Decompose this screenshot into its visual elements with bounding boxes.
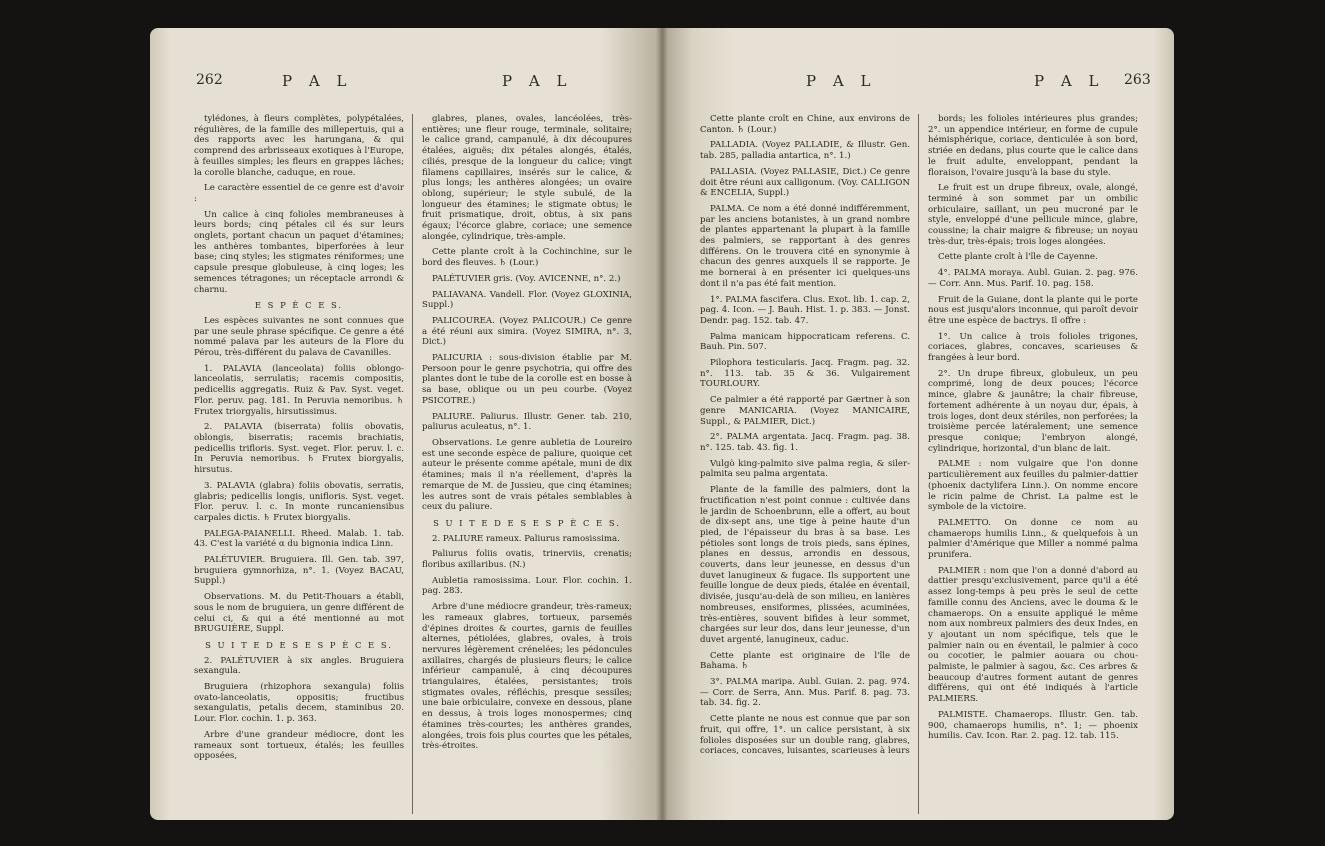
- text-paragraph: PALICOUREA. (Voyez PALICOUR.) Ce genre a été réuni aux simira. (Voyez SIMIRA, n°. 3, Dict.): [422, 315, 632, 348]
- text-paragraph: PALLADIA. (Voyez PALLADIE, & Illustr. Gen. tab. 285, palladia antartica, n°. 1.): [700, 140, 910, 162]
- text-paragraph: Cette plante croît à l'île de Cayenne.: [938, 252, 1098, 263]
- running-header: P A L: [502, 72, 573, 90]
- text-paragraph: 2. PALIURE rameux. Paliurus ramosissima.: [432, 533, 620, 544]
- book-gutter: [656, 28, 668, 820]
- text-paragraph: PALIAVANA. Vandell. Flor. (Voyez GLOXINIA, Suppl.): [422, 289, 632, 311]
- text-paragraph: Cette plante croît à la Cochinchine, sur le bord des fleuves. ♄ (Lour.): [422, 247, 632, 269]
- text-paragraph: 2°. Un drupe fibreux, globuleux, un peu comprimé, long de deux pouces; l'écorce mince, glabre & jaunâtre; la chair fibreuse, fortement adhérente à un noyau dur, épais, à trois loges, dont deux stériles, non perforées; la troisième percée latéralement; une semence presque conique; l'embryon alongé, cylindrique, horizontal, d'un blanc de lait.: [928, 368, 1138, 454]
- right-page: [662, 28, 1174, 820]
- text-column: [194, 114, 404, 767]
- text-paragraph: 1°. Un calice à trois folioles trigones, coriaces, glabres, concaves, scarieuses & frangées à leur bord.: [928, 331, 1138, 364]
- text-paragraph: Fruit de la Guiane, dont la plante qui le porte nous est jusqu'alors inconnue, qui paroît devoir être une espèce de bactrys. Il offre :: [928, 294, 1138, 326]
- running-header: P A L: [282, 72, 353, 90]
- text-paragraph: 3°. PALMA maripa. Aubl. Guian. 2. pag. 974. — Corr. de Serra, Ann. Mus. Parif. 8. pag. 73. tab. 34. fig. 2.: [700, 677, 910, 709]
- text-paragraph: tylédones, à fleurs complètes, polypétalées, régulières, de la famille des millepertuis, qui a des rapports avec les harungana, & qui comprend des arbrisseaux exotiques à l'Europe, à feuilles simples; les fleurs en grappes lâches; la corolle blanche, caduque, en roue.: [194, 114, 405, 178]
- text-paragraph: Arbre d'une grandeur médiocre, dont les rameaux sont tortueux, étalés; les feuilles opposées,: [194, 729, 404, 762]
- text-paragraph: Plante de la famille des palmiers, dont la fructification n'est point connue : cultivée dans le jardin de Schoenbrunn, elle a offert, au bout de dix-sept ans, une tige à peine haute d'un pied, de l'épaisseur du bras à sa base. Les pétioles sont longs de trois pieds, sans épines, planes en dessus, arrondis en dessous, couverts, dans leur jeunesse, en dessus d'un duvet lanugineux & fugace. Ils supportent une feuille longue de deux pieds, étalée en éventail, divisée, jusqu'au-delà de son milieu, en lanières nombreuses, ensiformes, plissées, acuminées, très-entières, souvent bifides à leur sommet, chargées sur leur dos, dans leur jeunesse, d'un duvet argenté, lanugineux, caduc.: [700, 485, 910, 645]
- column-rule: [412, 114, 413, 814]
- text-paragraph: 3. PALAVIA (glabra) foliis obovatis, serratis, glabris; pedicellis longis, unifloris. Syst. veget. Flor. peruv. l. c. In monte runcaniensibus carpales dictis. ♄ Frutex biorgyalis.: [194, 480, 404, 523]
- text-paragraph: PALMISTE. Chamaerops. Illustr. Gen. tab. 900, chamaerops humilis, n°. 1; — phoenix humilis. Cav. Icon. Rar. 2. pag. 12. tab. 115.: [928, 709, 1138, 742]
- text-column: [928, 114, 1138, 747]
- page-number: 263: [1124, 72, 1151, 88]
- text-paragraph: PALMA. Ce nom a été donné indifféremment, par les anciens botanistes, à un grand nombre de plantes appartenant la plupart à la famille des palmiers, se rapportant à des genres différens. On le trouvera cité en synonymie à chacun des genres auxquels il se rapporte. Je me bornerai à en présenter ici quelques-uns dont il n'a pas été fait mention.: [700, 203, 910, 289]
- text-paragraph: Un calice à cinq folioles membraneuses à leurs bords; cinq pétales cil és sur leurs onglets, portant chacun un paquet d'étamines; les anthères tombantes, biperforées à leur base; cinq styles; les stigmates réniformes; une capsule presque globuleuse, à cinq loges; les semences tétragones; un réceptacle arrondi & charnu.: [194, 209, 404, 295]
- text-paragraph: Bruguiera (rhizophora sexangula) foliis ovato-lanceolatis, oppositis; fructibus sexangulatis, petalis decem, staminibus 20. Lour. Flor. cochin. 1. p. 363.: [194, 682, 404, 725]
- text-paragraph: Observations. Le genre aubletia de Loureiro est une seconde espèce de paliure, quoique cet auteur le présente comme apétale, muni de dix étamines; mais il n'a réellement, d'après la remarque de M. de Jussieu, que cinq étamines; les autres sont de vrais pétales semblables à ceux du paliure.: [422, 437, 632, 513]
- text-column: [422, 114, 632, 757]
- text-paragraph: Pilophora testicularis. Jacq. Fragm. pag. 32. n°. 113. tab. 35 & 36. Vulgairement TOURLOURY.: [700, 358, 910, 390]
- text-paragraph: PALIURE. Paliurus. Illustr. Gener. tab. 210, paliurus aculeatus, n°. 1.: [422, 411, 632, 433]
- text-paragraph: Palma manicam hippocraticam referens. C. Bauh. Pin. 507.: [700, 331, 910, 353]
- text-paragraph: PALMETTO. On donne ce nom au chamaerops humilis Linn., & quelquefois à un palmier d'Amérique que Miller a nommé palma prunifera.: [928, 517, 1138, 561]
- text-paragraph: S U I T E D E S E S P È C E S.: [433, 517, 621, 528]
- text-paragraph: 1. PALAVIA (lanceolata) foliis oblongo-lanceolatis, serrulatis; racemis compositis, pedicellis aggregatis. Ruiz & Pav. Syst. veget. Flor. peruv. pag. 181. In Peruvia nemoribus. ♄ Frutex triorgyalis, hirsutissimus.: [194, 363, 404, 417]
- text-paragraph: bords; les folioles intérieures plus grandes; 2°. un appendice intérieur, en forme de cupule hémisphérique, coriace, denticulée à son bord, striée en dedans, plus courte que le calice dans le fruit adulte, enveloppant, pendant la floraison, l'ovaire jusqu'à la base du style.: [928, 114, 1138, 178]
- text-paragraph: 1°. PALMA fascifera. Clus. Exot. lib. 1. cap. 2, pag. 4. Icon. — J. Bauh. Hist. 1. p. 383. — Jonst. Dendr. pag. 152. tab. 47.: [700, 294, 910, 326]
- running-header: P A L: [1034, 72, 1105, 90]
- text-paragraph: Paliurus foliis ovatis, trinerviis, crenatis; floribus axillaribus. (N.): [422, 549, 632, 571]
- text-paragraph: 2°. PALMA argentata. Jacq. Fragm. pag. 38. n°. 125. tab. 43. fig. 1.: [700, 432, 910, 453]
- text-paragraph: Arbre d'une médiocre grandeur, très-rameux; les rameaux glabres, tortueux, parsemés d'épines droites & courtes, garnis de feuilles alternes, pétiolées, glabres, ovales, à trois nervures légèrement crénelées; les pédoncules axillaires, chargés de plusieurs fleurs; le calice inférieur campanulé, à cinq découpures triangulaires, étalées, persistantes; trois stigmates ovales, réfléchis, presque sessiles; une baie orbiculaire, convexe en dessous, plane en dessus, à trois loges monospermes; cinq étamines très-courtes; les anthères grandes, alongées, trois fois plus courtes que les pétales, très-étroites.: [422, 602, 632, 752]
- left-page: [150, 28, 662, 820]
- text-paragraph: Ce palmier a été rapporté par Gærtner à son genre MANICARIA. (Voyez MANICAIRE, Suppl., & PALMIER, Dict.): [700, 395, 910, 427]
- column-rule: [918, 114, 919, 814]
- text-paragraph: Le fruit est un drupe fibreux, ovale, alongé, terminé à son sommet par un ombilic orbiculaire, saillant, un peu mucroné par le style, enveloppé d'une pellicule mince, glabre, coussine; la chair maigre & fibreuse; un noyau très-dur, très-épais; trois loges alongées.: [928, 183, 1138, 247]
- text-paragraph: Le caractère essentiel de ce genre est d'avoir :: [194, 183, 404, 204]
- text-paragraph: Aubletia ramosissima. Lour. Flor. cochin. 1. pag. 283.: [422, 575, 632, 597]
- text-paragraph: PALICURIA : sous-division établie par M. Persoon pour le genre psychotria, qui offre des plantes dont le tube de la corolle est en bosse à sa base, oblique ou un peu courbe. (Voyez PSICOTRE.): [422, 353, 632, 406]
- text-paragraph: Cette plante croît en Chine, aux environs de Canton. ♄ (Lour.): [700, 114, 910, 135]
- text-paragraph: S U I T E D E S E S P È C E S.: [205, 639, 393, 650]
- text-paragraph: Observations. M. du Petit-Thouars a établi, sous le nom de bruguiera, un genre différent de celui ci, & qui a été mentionné au mot BRUGUIÈRE, Suppl.: [194, 592, 404, 635]
- page-number: 262: [196, 72, 223, 88]
- text-paragraph: PALMIER : nom que l'on a donné d'abord au dattier presqu'exclusivement, parce qu'il a été assez long-temps à peu près le seul de cette famille connu des Anciens, avec le douma & le chamaerops. On a ensuite appliqué le même nom aux nombreux palmiers des deux Indes, en y ajoutant un nom spécifique, tels que le palmier nain ou en éventail, le palmier à coco ou cocotier, le palmier aouara ou chou-palmiste, le palmier à sagou, &c. Ces arbres & beaucoup d'autres forment autant de genres différens, qui ont été indiqués à l'article PALMIERS.: [928, 565, 1138, 705]
- text-paragraph: 4°. PALMA moraya. Aubl. Guian. 2. pag. 976. — Corr. Ann. Mus. Parif. 10. pag. 158.: [928, 268, 1138, 289]
- text-paragraph: Les espèces suivantes ne sont connues que par une seule phrase spécifique. Ce genre a été nommé palava par les auteurs de la Flore du Pérou, très-différent du palava de Cavanilles.: [194, 315, 404, 359]
- text-paragraph: Vulgò king-palmito sive palma regia, & siler-palmita seu palma argentata.: [700, 458, 910, 480]
- text-paragraph: 2. PALÉTUVIER à six angles. Bruguiera sexangula.: [194, 655, 404, 677]
- text-paragraph: PALÉTUVIER. Bruguiera. Ill. Gen. tab. 397, bruguiera gymnorhiza, n°. 1. (Voyez BACAU, Suppl.): [194, 555, 404, 587]
- text-column: [700, 114, 910, 762]
- text-paragraph: PALLASIA. (Voyez PALLASIE, Dict.) Ce genre doit être réuni aux calligonum. (Voy. CALLIGON & ENCELIA, Suppl.): [700, 166, 910, 199]
- text-paragraph: Cette plante est originaire de l'île de Bahama. ♄: [700, 650, 910, 672]
- text-paragraph: 2. PALAVIA (biserrata) foliis obovatis, oblongis, biserratis; racemis brachiatis, pedicellis trifloris. Syst. veget. Flor. peruv. l. c. In Peruvia nemoribus. ♄ Frutex biorgyalis, hirsutus.: [194, 422, 404, 476]
- running-header: P A L: [806, 72, 877, 90]
- text-paragraph: PALEGA-PAIANELLI. Rheed. Malab. 1. tab. 43. C'est la variété α du bignonia indica Linn.: [194, 528, 404, 550]
- text-paragraph: Cette plante ne nous est connue que par son fruit, qui offre, 1°. un calice persistant, à six folioles disposées sur un double rang, glabres, coriaces, concaves, luisantes, scarieuses à leurs: [700, 714, 910, 757]
- text-paragraph: glabres, planes, ovales, lancéolées, très-entières; une fleur rouge, terminale, solitaire; le calice grand, campanulé, à dix découpures étalées, aiguës; dix pétales alongés, étalés, ciliés, presque de la longueur du calice; vingt filamens capillaires, insérés sur le calice, & plus longs; les anthères alongées; un ovaire oblong, supérieur; le style subulé, de la longueur des étamines; le stigmate obtus; le fruit prismatique, droit, obtus, à six pans égaux; l'écorce glabre, coriace; une semence alongée, cylindrique, très-ample.: [422, 114, 632, 242]
- text-paragraph: PALÉTUVIER gris. (Voy. AVICENNE, n°. 2.): [432, 273, 621, 284]
- text-paragraph: E S P È C E S.: [254, 300, 344, 311]
- text-paragraph: PALME : nom vulgaire que l'on donne particulièrement aux feuilles du palmier-dattier (phoenix dactylifera Linn.). On nomme encore le ricin palme de Christ. La palme est le symbole de la victoire.: [928, 459, 1138, 513]
